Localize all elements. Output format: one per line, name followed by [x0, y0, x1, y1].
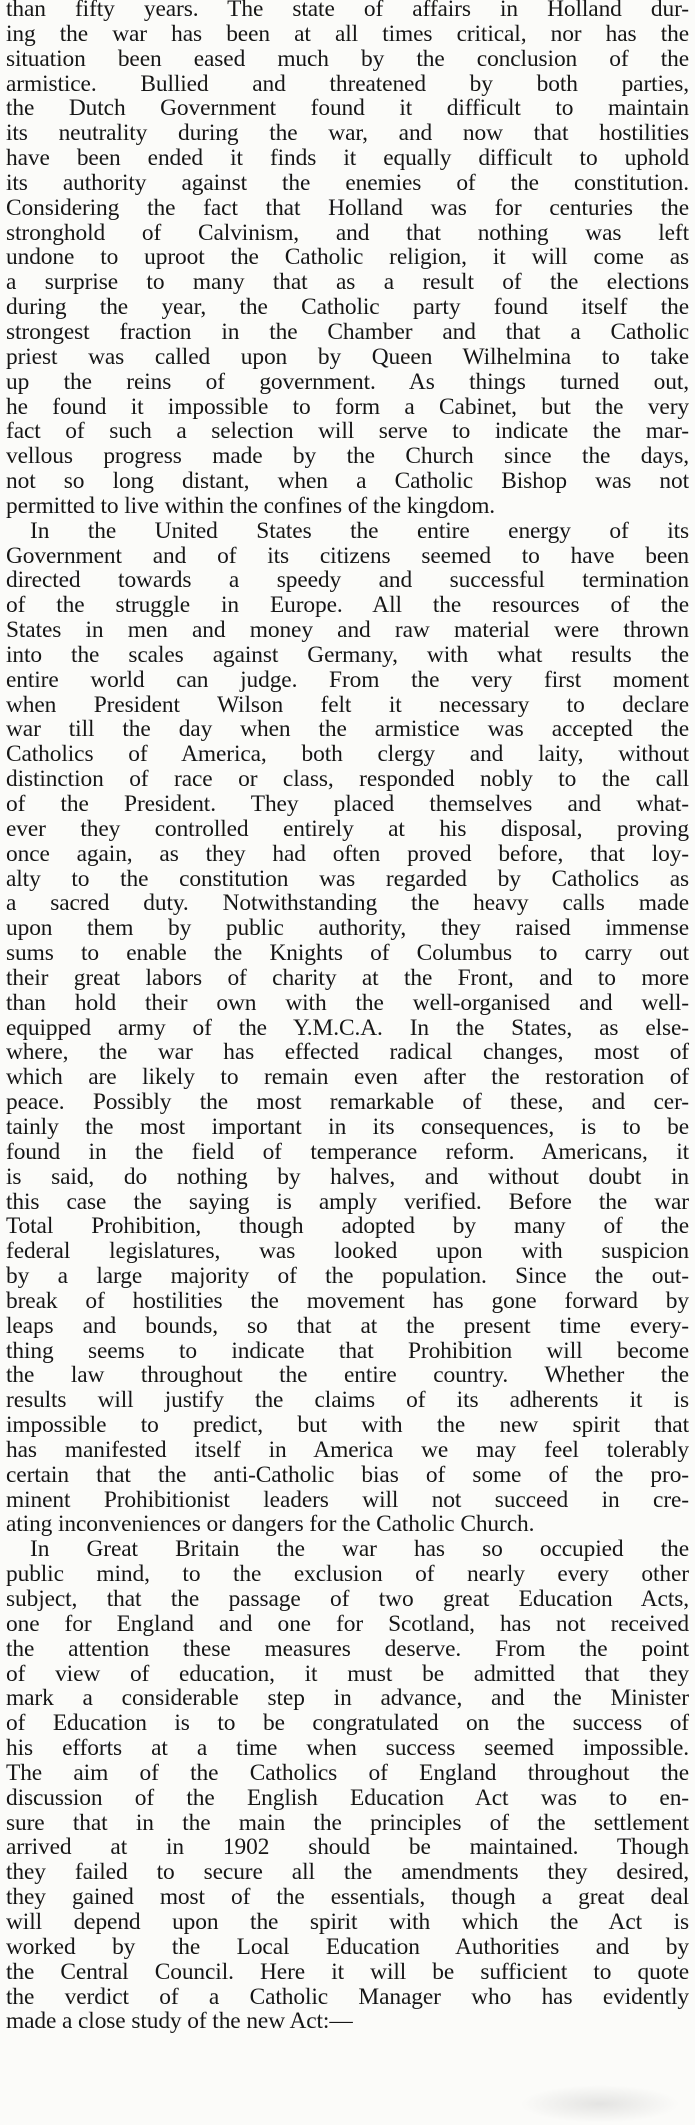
- paragraph: [6, 519, 689, 1538]
- text-line: impossible to predict, but with the new spirit that: [6, 1412, 689, 1439]
- text-line: ating inconveniences or dangers for the Catholic Church.: [6, 1511, 535, 1538]
- text-line: they failed to secure all the amendments they desired,: [6, 1859, 689, 1886]
- text-line: priest was called upon by Queen Wilhelmina to take: [6, 343, 689, 370]
- text-line: of view of education, it must be admitted that they: [6, 1660, 689, 1687]
- text-line: by a large majority of the population. Since the out-: [6, 1263, 689, 1290]
- text-line: of the President. They placed themselves and what-: [6, 791, 689, 817]
- text-line: public mind, to the exclusion of nearly every other: [6, 1561, 689, 1588]
- text-line: entire world can judge. From the very first moment: [6, 666, 689, 693]
- text-line: is said, do nothing by halves, and without doubt in: [6, 1163, 689, 1190]
- text-line: a sacred duty. Notwithstanding the heavy calls made: [6, 890, 689, 917]
- text-line: one for England and one for Scotland, has not received: [6, 1610, 689, 1637]
- text-line: the attention these measures deserve. From the point: [6, 1635, 689, 1662]
- text-line: Total Prohibition, though adopted by many of the: [6, 1213, 689, 1240]
- text-line: than fifty years. The state of affairs in Holland dur-: [6, 0, 689, 22]
- text-line: situation been eased much by the conclusion of the: [6, 45, 689, 72]
- text-line: In the United States the entire energy of its: [30, 517, 689, 544]
- text-line: tainly the most important in its consequences, is to be: [6, 1113, 689, 1140]
- text-line: its neutrality during the war, and now that hostilities: [6, 120, 689, 147]
- text-line: arrived at in 1902 should be maintained. Though: [6, 1834, 689, 1861]
- text-line: his efforts at a time when success seemed impossible.: [6, 1735, 689, 1762]
- article-text-column: [6, 0, 689, 2034]
- text-line: war till the day when the armistice was accepted the: [6, 716, 689, 743]
- text-line: their great labors of charity at the Front, and to more: [6, 964, 689, 991]
- text-line: certain that the anti-Catholic bias of some of the pro-: [6, 1461, 689, 1488]
- text-line: thing seems to indicate that Prohibition will become: [6, 1337, 689, 1364]
- text-line: where, the war has effected radical changes, most of: [6, 1039, 689, 1066]
- text-line: sure that in the main the principles of the settlement: [6, 1809, 689, 1836]
- text-line: of Education is to be congratulated on the success of: [6, 1710, 689, 1737]
- text-line: they gained most of the essentials, though a great deal: [6, 1884, 689, 1911]
- text-line: will depend upon the spirit with which the Act is: [6, 1908, 689, 1935]
- text-line: peace. Possibly the most remarkable of these, and cer-: [6, 1089, 689, 1116]
- text-line: strongest fraction in the Chamber and that a Catholic: [6, 318, 689, 345]
- text-line: results will justify the claims of its adherents it is: [6, 1387, 689, 1414]
- paragraph: [6, 0, 689, 519]
- text-line: armistice. Bullied and threatened by both parties,: [6, 70, 689, 97]
- text-line: found in the field of temperance reform. Americans, it: [6, 1138, 689, 1165]
- text-line: vellous progress made by the Church since the days,: [6, 443, 689, 470]
- text-line: subject, that the passage of two great Education Acts,: [6, 1586, 689, 1612]
- text-line: discussion of the English Education Act was to en-: [6, 1784, 689, 1811]
- text-line: In Great Britain the war has so occupied the: [30, 1536, 689, 1563]
- text-line: alty to the constitution was regarded by Catholics as: [6, 865, 689, 892]
- text-line: leaps and bounds, so that at the present time every-: [6, 1312, 689, 1339]
- text-line: when President Wilson felt it necessary to declare: [6, 691, 689, 718]
- text-line: Considering the fact that Holland was for centuries the: [6, 194, 689, 221]
- text-line: up the reins of government. As things turned out,: [6, 368, 689, 395]
- text-line: than hold their own with the well-organised and well-: [6, 989, 689, 1016]
- text-line: sums to enable the Knights of Columbus to carry out: [6, 940, 689, 967]
- text-line: a surprise to many that as a result of the elections: [6, 269, 689, 296]
- text-line: undone to uproot the Catholic religion, it will come as: [6, 244, 689, 271]
- text-line: of the struggle in Europe. All the resources of the: [6, 592, 689, 619]
- text-line: this case the saying is amply verified. Before the war: [6, 1188, 689, 1215]
- text-line: fact of such a selection will serve to indicate the mar-: [6, 418, 689, 445]
- text-line: equipped army of the Y.M.C.A. In the States, as else-: [6, 1014, 689, 1041]
- text-line: stronghold of Calvinism, and that nothing was left: [6, 219, 689, 246]
- text-line: the Central Council. Here it will be sufficient to quote: [6, 1958, 689, 1985]
- text-line: The aim of the Catholics of England throughout the: [6, 1759, 689, 1786]
- text-line: permitted to live within the confines of the kingdom.: [6, 492, 496, 519]
- text-line: minent Prohibitionist leaders will not succeed in cre-: [6, 1486, 689, 1513]
- text-line: he found it impossible to form a Cabinet, but the very: [6, 393, 689, 420]
- text-line: have been ended it finds it equally difficult to uphold: [6, 145, 689, 172]
- text-line: directed towards a speedy and successful termination: [6, 567, 689, 594]
- text-line: Government and of its citizens seemed to have been: [6, 542, 689, 569]
- text-line: which are likely to remain even after the restoration of: [6, 1064, 689, 1091]
- text-line: into the scales against Germany, with what results the: [6, 641, 689, 668]
- print-smudge: [520, 2085, 680, 2123]
- text-line: ever they controlled entirely at his disposal, proving: [6, 815, 689, 842]
- text-line: mark a considerable step in advance, and the Minister: [6, 1685, 689, 1712]
- text-line: not so long distant, when a Catholic Bishop was not: [6, 468, 689, 495]
- paragraph: [6, 1537, 689, 2034]
- text-line: its authority against the enemies of the constitution.: [6, 169, 689, 196]
- text-line: the verdict of a Catholic Manager who has evidently: [6, 1983, 689, 2010]
- text-line: Catholics of America, both clergy and laity, without: [6, 741, 689, 768]
- text-line: federal legislatures, was looked upon with suspicion: [6, 1238, 689, 1265]
- text-line: States in men and money and raw material were thrown: [6, 617, 689, 644]
- text-line: has manifested itself in America we may feel tolerably: [6, 1436, 689, 1463]
- text-line: ing the war has been at all times critical, nor has the: [6, 20, 689, 47]
- text-line: break of hostilities the movement has gone forward by: [6, 1287, 689, 1314]
- text-line: during the year, the Catholic party found itself the: [6, 294, 689, 321]
- text-line: distinction of race or class, responded nobly to the call: [6, 766, 689, 793]
- text-line: the Dutch Government found it difficult to maintain: [6, 95, 689, 122]
- text-line: the law throughout the entire country. Whether the: [6, 1362, 689, 1389]
- text-line: worked by the Local Education Authorities and by: [6, 1933, 689, 1960]
- text-line: made a close study of the new Act:—: [6, 2008, 353, 2035]
- text-line: upon them by public authority, they raised immense: [6, 915, 689, 942]
- text-line: once again, as they had often proved before, that loy-: [6, 840, 689, 867]
